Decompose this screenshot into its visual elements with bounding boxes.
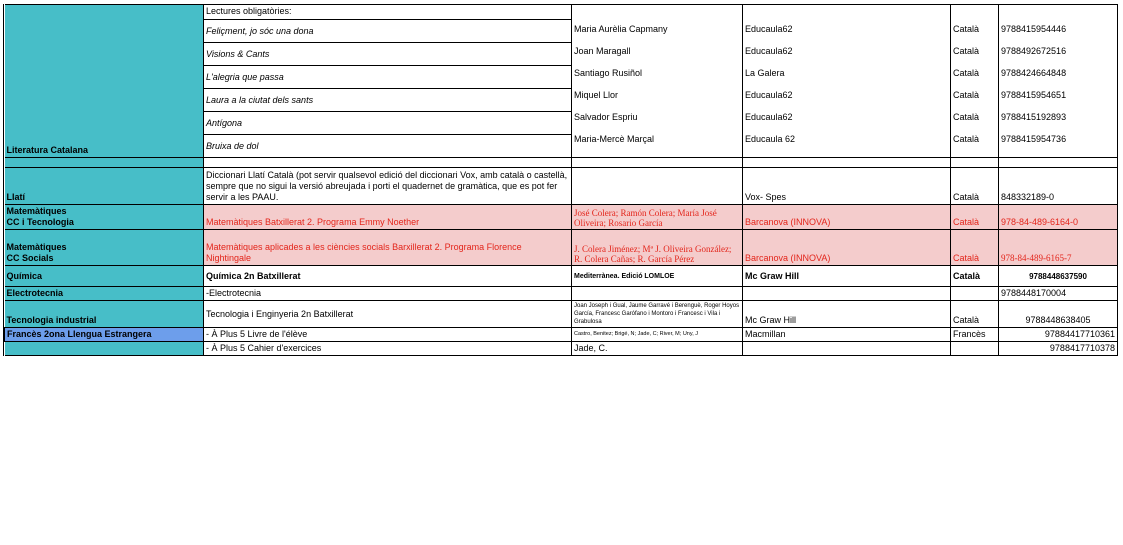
cell-isbn: 9788415954736: [1001, 134, 1067, 144]
book-list-table: [4, 4, 1118, 356]
table-row: [5, 205, 1118, 230]
empty-cell: [204, 158, 572, 168]
subject-cell: Llatí: [5, 168, 204, 205]
cell-language: Català: [953, 112, 980, 122]
cell-author: José Colera; Ramón Colera; María José Oliveira; Rosario García: [572, 205, 743, 230]
cell-title: Diccionari Llatí Català (pot servir qualsevol edició del diccionari Vox, amb català o castellà, sempre que no sigui la versió abreujada i porti el quadernet de gramàtica, que es pot fer servir a les PAAU.: [204, 168, 572, 205]
cell-language: Català: [953, 68, 980, 78]
subject-cell: Electrotecnia: [5, 287, 204, 301]
cell-publisher: Vox- Spes: [743, 168, 951, 205]
empty-cell: [743, 158, 951, 168]
cell-isbn-list: [999, 5, 1118, 158]
cell-title: Matemàtiques Batxillerat 2. Programa Emmy Noether: [204, 205, 572, 230]
empty-cell: [951, 158, 999, 168]
cell-language: [951, 342, 999, 356]
cell-publisher: Mc Graw Hill: [743, 266, 951, 287]
cell-language-list: [951, 5, 999, 158]
cell-isbn: 848332189-0: [999, 168, 1118, 205]
cell-language: Català: [951, 230, 999, 266]
table-row: [5, 287, 1118, 301]
cell-publisher: Barcanova (INNOVA): [743, 205, 951, 230]
cell-title: Química 2n Batxillerat: [204, 266, 572, 287]
subject-cell: [5, 158, 204, 168]
cell-publisher: [743, 342, 951, 356]
cell-publisher: Educaula 62: [745, 134, 796, 144]
table-row: [5, 301, 1118, 328]
cell-author: Santiago Rusiñol: [574, 68, 643, 78]
cell-author-list: [572, 5, 743, 158]
subject-cell: Literatura Catalana: [5, 5, 204, 158]
cell-publisher: Educaula62: [745, 24, 793, 34]
cell-author: Joan Maragall: [574, 46, 631, 56]
cell-isbn: 978-84-489-6165-7: [999, 230, 1118, 266]
cell-isbn: 9788448170004: [999, 287, 1118, 301]
cell-isbn: 9788415954651: [1001, 90, 1067, 100]
cell-isbn: 9788424664848: [1001, 68, 1067, 78]
cell-title: Antígona: [204, 112, 572, 135]
cell-isbn: 978-84-489-6164-0: [999, 205, 1118, 230]
subject-cell: Tecnologia industrial: [5, 301, 204, 328]
cell-publisher: Macmillan: [743, 328, 951, 342]
cell-title: Bruixa de dol: [204, 135, 572, 158]
cell-language: Català: [951, 168, 999, 205]
cell-author: Castro, Benitez; Brigé, N; Jade, C; River, M; Uny, J: [572, 328, 743, 342]
cell-publisher: [743, 287, 951, 301]
cell-language: Català: [953, 24, 980, 34]
subject-line: CC Socials: [6, 253, 54, 263]
cell-title: L'alegria que passa: [204, 66, 572, 89]
cell-title: Matemàtiques aplicades a les ciències socials Barxillerat 2. Programa Florence Nightingale: [204, 230, 572, 266]
cell-title: -Electrotecnia: [204, 287, 572, 301]
subject-cell: Francès 2ona Llengua Estrangera: [5, 328, 204, 342]
cell-title: Lectures obligatòries:: [204, 5, 572, 20]
subject-cell: [5, 342, 204, 356]
table-row: [5, 5, 1118, 20]
cell-author: Maria Aurèlia Capmany: [574, 24, 668, 34]
cell-author: Salvador Espriu: [574, 112, 638, 122]
subject-line: Matemàtiques: [6, 242, 67, 252]
cell-isbn: 9788415192893: [1001, 112, 1067, 122]
subject-cell: [5, 205, 204, 230]
cell-isbn: 9788492672516: [1001, 46, 1067, 56]
cell-language: [951, 287, 999, 301]
cell-publisher: Educaula62: [745, 46, 793, 56]
cell-author: Miquel Llor: [574, 90, 619, 100]
cell-language: Català: [953, 46, 980, 56]
table-row: [5, 230, 1118, 266]
cell-publisher: Barcanova (INNOVA): [743, 230, 951, 266]
cell-title: - À Plus 5 Livre de l'élève: [204, 328, 572, 342]
cell-language: Català: [951, 266, 999, 287]
book-list-sheet: [3, 4, 1117, 356]
cell-title: Visions & Cants: [204, 43, 572, 66]
empty-cell: [999, 158, 1118, 168]
cell-author: J. Colera Jiménez; Mª J. Oliveira González; R. Colera Cañas; R. García Pérez: [572, 230, 743, 266]
cell-title: Laura a la ciutat dels sants: [204, 89, 572, 112]
cell-publisher-list: [743, 5, 951, 158]
cell-isbn: 9788448638405: [999, 301, 1118, 328]
cell-language: Català: [951, 205, 999, 230]
table-row: [5, 266, 1118, 287]
subject-cell: [5, 230, 204, 266]
cell-author: Mediterrànea. Edició LOMLOE: [572, 266, 743, 287]
cell-language: Català: [953, 134, 980, 144]
cell-language: Català: [953, 90, 980, 100]
cell-publisher: Mc Graw Hill: [743, 301, 951, 328]
cell-isbn: 97884417710361: [999, 328, 1118, 342]
cell-publisher: La Galera: [745, 68, 785, 78]
cell-author: Joan Joseph i Gual, Jaume Garravé i Berenguè, Roger Hoyos García, Francesc Garófano i Montoro i Francesc i Vila i Grabulosa: [572, 301, 743, 328]
cell-author: [572, 287, 743, 301]
cell-language: Català: [951, 301, 999, 328]
cell-isbn: 9788448637590: [999, 266, 1118, 287]
subject-cell: Química: [5, 266, 204, 287]
subject-line: Matemàtiques: [6, 206, 67, 216]
table-row: [5, 342, 1118, 356]
cell-title: - À Plus 5 Cahier d'exercices: [204, 342, 572, 356]
cell-author: Maria-Mercè Marçal: [574, 134, 655, 144]
cell-author: [572, 168, 743, 205]
cell-publisher: Educaula62: [745, 90, 793, 100]
cell-language: Francès: [951, 328, 999, 342]
table-row: [5, 158, 1118, 168]
table-row: [5, 328, 1118, 342]
cell-isbn: 9788415954446: [1001, 24, 1067, 34]
cell-isbn: 9788417710378: [999, 342, 1118, 356]
cell-title: Tecnologia i Enginyeria 2n Batxillerat: [204, 301, 572, 328]
empty-cell: [572, 158, 743, 168]
subject-line: CC i Tecnologia: [6, 217, 74, 227]
cell-author: Jade, C.: [572, 342, 743, 356]
cell-publisher: Educaula62: [745, 112, 793, 122]
table-row: [5, 168, 1118, 205]
cell-title: Feliçment, jo sóc una dona: [204, 20, 572, 43]
